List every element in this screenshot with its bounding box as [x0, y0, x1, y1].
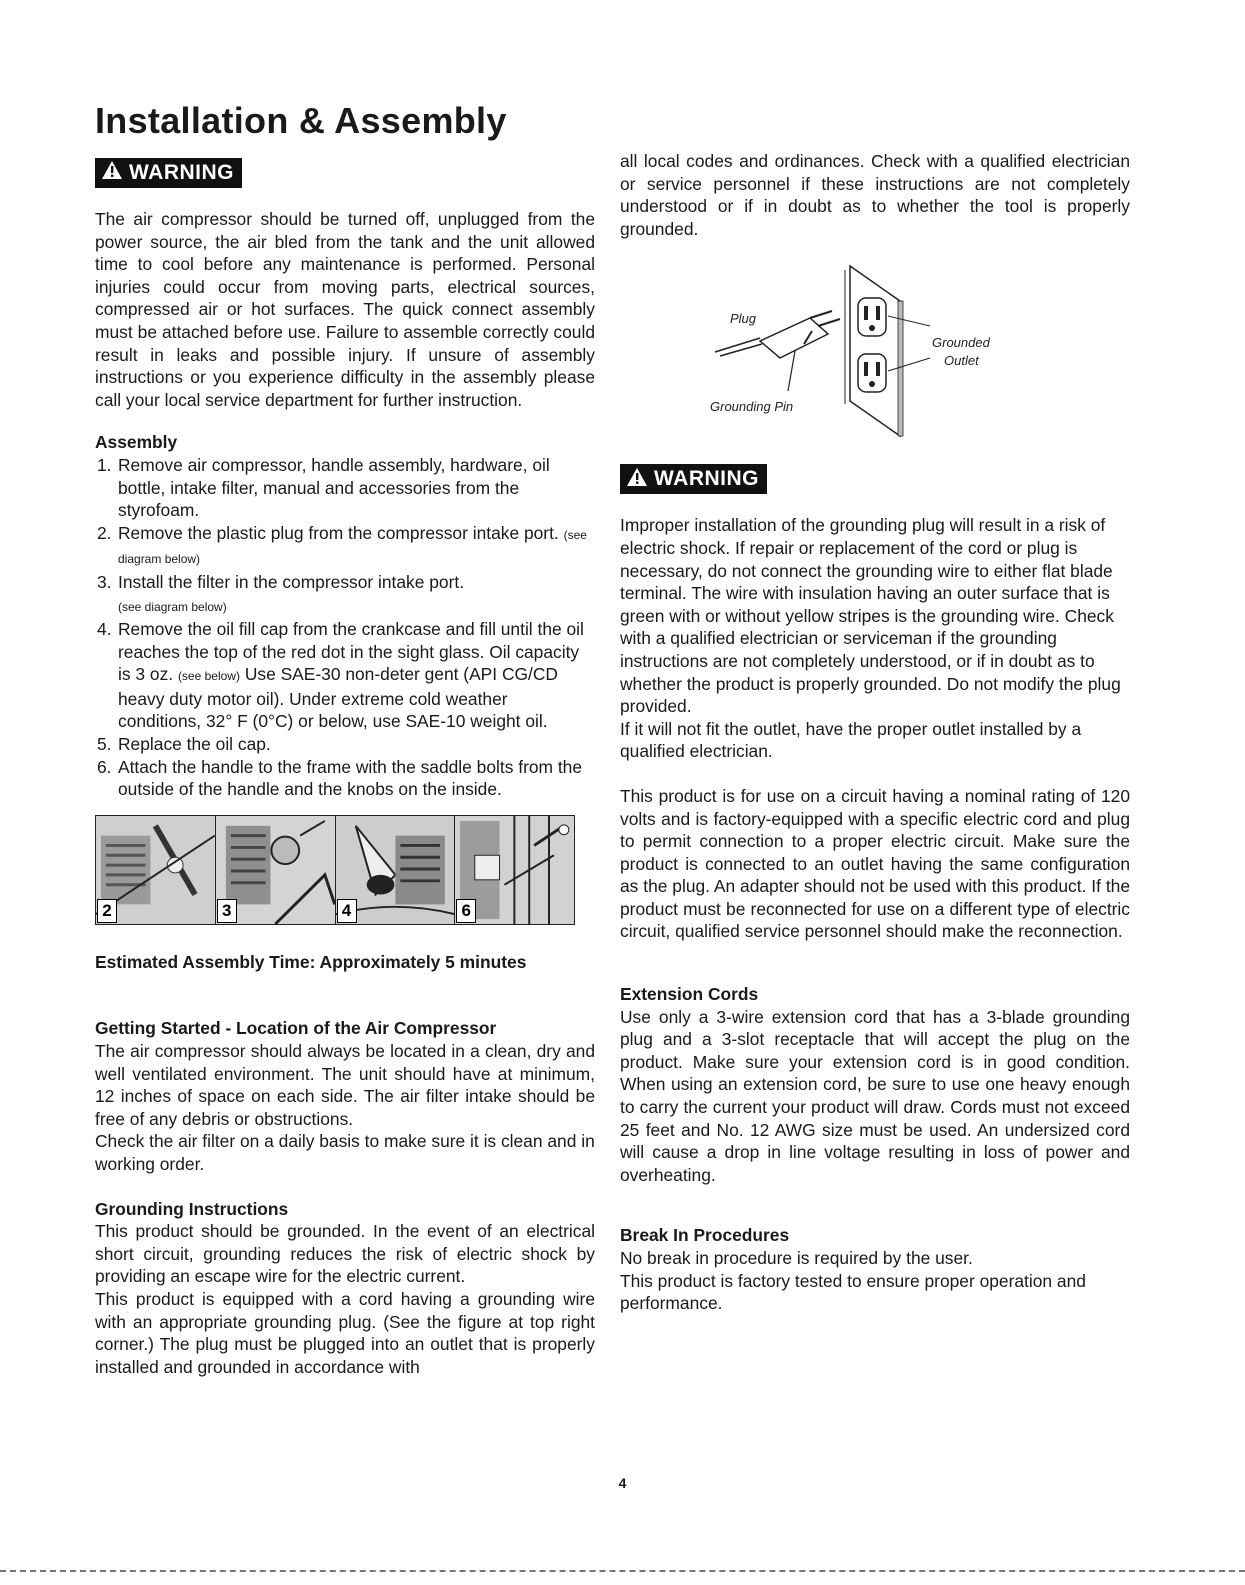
warning-triangle-icon	[626, 467, 648, 493]
page-number: 4	[618, 1475, 627, 1491]
step-number: 6.	[97, 756, 112, 777]
step-number: 1.	[97, 454, 112, 475]
warning-text: The air compressor should be turned off, unplugged from the power source, the air bled from the tank and the unit allowed time to cool before any maintenance is performed. Personal injuries could occur from moving parts, electrical sources, compressed air or hot surfaces. The quick connect assembly must be attached before use. Failure to assemble correctly could result in leaks and possible injury. If unsure of assembly instructions or you experience difficulty in the assembly please call your local service department for further instruction.	[95, 209, 595, 410]
getting-started-heading: Getting Started - Location of the Air Compressor	[95, 1018, 497, 1039]
grounding-text-2: This product is equipped with a cord having a grounding wire with an appropriate grounding plug. (See the figure at top right corner.) The plug must be plugged into an outlet that is properly installed and grounded in accordance with	[95, 1288, 595, 1377]
grounding-continued-text: all local codes and ordinances. Check with a qualified electrician or service personnel if these instructions are not completely understood or if in doubt as to whether the tool is properly grounded.	[620, 151, 1130, 239]
step-text: Remove air compressor, handle assembly, hardware, oil bottle, intake filter, manual and accessories from the styrofoam.	[118, 454, 550, 521]
step-note: (see diagram below)	[118, 527, 587, 567]
assembly-photo	[455, 816, 574, 924]
photo-number: 2	[97, 899, 117, 923]
step-note: (see diagram below)	[118, 599, 227, 614]
warning-triangle-icon	[101, 160, 123, 186]
left-column	[95, 150, 595, 1378]
assembly-photo	[336, 816, 456, 924]
outlet-label: Outlet	[944, 353, 979, 369]
break-in-text: No break in procedure is required by the user.	[620, 1248, 973, 1268]
getting-started-text: The air compressor should always be located in a clean, dry and well ventilated environment. The unit should have at minimum, 12 inches of space on each side. The air filter intake should be free of any debris or obstructions.	[95, 1041, 595, 1129]
assembly-photo-strip	[95, 815, 575, 925]
warning-badge	[620, 464, 767, 494]
assembly-photo	[96, 816, 216, 924]
list-item	[95, 454, 595, 522]
step-note: (see below)	[177, 669, 240, 684]
list-item	[95, 756, 595, 801]
photo-number: 6	[456, 899, 476, 923]
grounded-label: Grounded	[932, 335, 990, 351]
circuit-text: This product is for use on a circuit having a nominal rating of 120 volts and is factory-equipped with a specific electric cord and plug to permit connection to a proper electric circuit. Make sure the product is connected to an outlet having the same configuration as the plug. An adapter should not be used with this product. If the product must be reconnected for use on a different type of electric circuit, qualified service personnel should make the reconnection.	[620, 785, 1130, 942]
right-column	[620, 150, 1130, 1315]
step-text: Remove the oil fill cap from the crankcase and fill until the oil reaches the top of the red dot in the sight glass. Oil capacity is 3 oz.	[118, 619, 584, 685]
list-item	[95, 522, 595, 571]
grounding-text: This product should be grounded. In the event of an electrical short circuit, grounding reduces the risk of electric shock by providing an escape wire for the electric current.	[95, 1221, 595, 1287]
list-item	[95, 733, 595, 756]
step-text: Attach the handle to the frame with the saddle bolts from the outside of the handle and the knobs on the inside.	[118, 756, 583, 800]
warning-label: WARNING	[129, 160, 234, 184]
step-text: Use SAE-30 non-deter gent (API CG/CD heavy duty motor oil). Under extreme cold weather conditions, 32° F (0°C) or below, use SAE-10 weight oil.	[118, 664, 558, 732]
photo-number: 4	[337, 899, 357, 923]
grounding-pin-label: Grounding Pin	[710, 399, 794, 415]
step-text: Remove the plastic plug from the compressor intake port.	[118, 522, 559, 543]
assembly-heading: Assembly	[95, 432, 178, 453]
step-number: 4.	[97, 619, 112, 640]
list-item	[95, 618, 595, 733]
page-title: Installation & Assembly	[95, 100, 507, 141]
grounding-heading: Grounding Instructions	[95, 1198, 289, 1219]
assembly-steps	[95, 454, 595, 801]
assembly-photo	[216, 816, 336, 924]
warning-label: WARNING	[654, 467, 759, 491]
step-text: Install the filter in the compressor intake port.	[118, 571, 465, 592]
estimated-time: Estimated Assembly Time: Approximately 5 minutes	[95, 951, 527, 972]
grounding-warning-text: Improper installation of the grounding plug will result in a risk of electric shock. If repair or replacement of the cord or plug is necessary, do not connect the grounding wire to either flat blade terminal. The wire with insulation having an outer surface that is green with or without yellow stripes is the grounding wire. Check with a qualified electrician or serviceman if the grounding instructions are not completely understood, or if in doubt as to whether the product is properly grounded. Do not modify the plug provided.	[620, 515, 1121, 717]
step-text: Replace the oil cap.	[118, 734, 271, 755]
photo-number: 3	[217, 899, 237, 923]
break-in-heading: Break In Procedures	[620, 1225, 790, 1246]
step-number: 2.	[97, 522, 112, 543]
extension-cords-heading: Extension Cords	[620, 984, 759, 1005]
step-number: 3.	[97, 571, 112, 592]
grounding-diagram	[700, 256, 1030, 446]
break-in-text-2: This product is factory tested to ensure proper operation and performance.	[620, 1270, 1086, 1314]
warning-badge	[95, 158, 242, 188]
bottom-divider	[0, 1570, 1245, 1572]
list-item	[95, 571, 595, 618]
plug-label: Plug	[730, 311, 757, 327]
outlet-install-text: If it will not fit the outlet, have the proper outlet installed by a qualified electrician.	[620, 718, 1082, 762]
extension-cords-text: Use only a 3-wire extension cord that has a 3-blade grounding plug and a 3-slot receptacle that will accept the plug on the product. Make sure your extension cord is in good condition. When using an extension cord, be sure to use one heavy enough to carry the current your product will draw. Cords must not exceed 25 feet and No. 12 AWG size must be used. An undersized cord will cause a drop in line voltage resulting in loss of power and overheating.	[620, 1006, 1130, 1185]
step-number: 5.	[97, 734, 112, 755]
getting-started-text-2: Check the air filter on a daily basis to make sure it is clean and in working order.	[95, 1131, 595, 1174]
